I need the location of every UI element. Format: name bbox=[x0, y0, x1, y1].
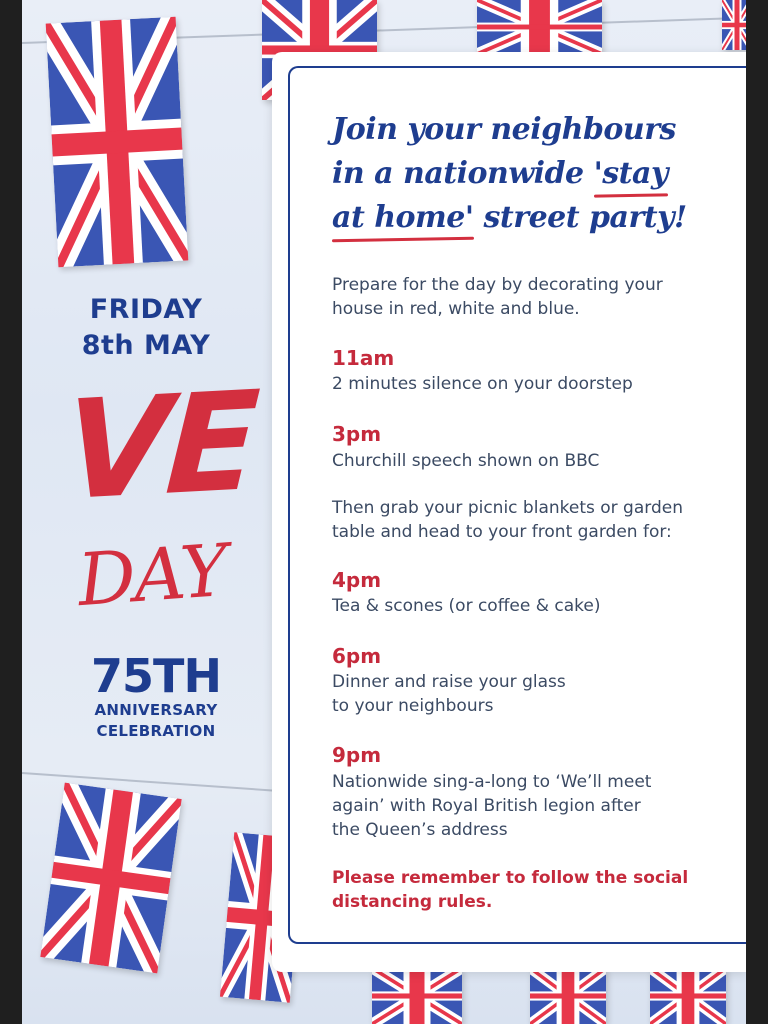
schedule-desc-line: to your neighbours bbox=[332, 696, 494, 716]
schedule-desc-line: the Queen’s address bbox=[332, 820, 508, 840]
headline-underlined-segment: at home' bbox=[332, 200, 474, 235]
event-date-day: 8th MAY bbox=[81, 330, 211, 361]
schedule-desc bbox=[332, 670, 732, 718]
intro-text bbox=[332, 273, 732, 321]
poster bbox=[22, 0, 746, 1024]
intro-line: Prepare for the day by decorating your bbox=[332, 275, 663, 295]
schedule-desc-line: Tea & scones (or coffee & cake) bbox=[332, 596, 601, 616]
warning-line: distancing rules. bbox=[332, 892, 493, 912]
schedule-time-4pm: 4pm bbox=[332, 568, 382, 592]
schedule-desc-line: again’ with Royal British legion after bbox=[332, 796, 641, 816]
schedule-desc-line: Churchill speech shown on BBC bbox=[332, 451, 600, 471]
event-date-weekday: FRIDAY bbox=[89, 294, 203, 325]
schedule-time-6pm: 6pm bbox=[332, 644, 382, 668]
anniversary-caption-line: CELEBRATION bbox=[96, 722, 216, 740]
schedule-desc bbox=[332, 594, 732, 618]
schedule-desc-line: Dinner and raise your glass bbox=[332, 672, 566, 692]
warning-line: Please remember to follow the social bbox=[332, 868, 689, 888]
middle-line: Then grab your picnic blankets or garden bbox=[332, 498, 683, 518]
union-jack-flag-icon bbox=[40, 783, 181, 974]
schedule-time-11am: 11am bbox=[332, 346, 395, 370]
headline bbox=[332, 108, 712, 240]
schedule-time-3pm: 3pm bbox=[332, 422, 382, 446]
ve-title: VE bbox=[60, 362, 260, 532]
union-jack-flag-icon bbox=[650, 968, 726, 1024]
union-jack-flag-icon bbox=[46, 17, 189, 267]
headline-segment: in a nationwide bbox=[332, 156, 594, 191]
schedule-desc-line: Nationwide sing-a-long to ‘We’ll meet bbox=[332, 772, 652, 792]
headline-underlined-segment: 'stay bbox=[593, 156, 668, 191]
headline-line bbox=[332, 152, 712, 196]
headline-line: Join your neighbours bbox=[332, 112, 676, 147]
schedule-time-9pm: 9pm bbox=[332, 743, 382, 767]
schedule-desc-line: 2 minutes silence on your doorstep bbox=[332, 374, 633, 394]
union-jack-flag-icon bbox=[477, 0, 602, 54]
union-jack-flag-icon bbox=[372, 968, 462, 1024]
union-jack-flag-icon bbox=[530, 968, 606, 1024]
schedule-desc bbox=[332, 770, 732, 842]
anniversary-number: 75TH bbox=[91, 649, 221, 703]
schedule-desc bbox=[332, 449, 732, 473]
event-date bbox=[52, 292, 240, 364]
intro-line: house in red, white and blue. bbox=[332, 299, 580, 319]
middle-line: table and head to your front garden for: bbox=[332, 522, 672, 542]
day-title: DAY bbox=[75, 527, 229, 623]
anniversary-caption-line: ANNIVERSARY bbox=[94, 701, 218, 719]
middle-text bbox=[332, 496, 732, 544]
union-jack-flag-icon bbox=[722, 0, 746, 50]
social-distancing-warning bbox=[332, 866, 732, 914]
anniversary-caption bbox=[66, 700, 246, 742]
schedule-desc bbox=[332, 372, 732, 396]
headline-segment: street party! bbox=[473, 200, 687, 235]
headline-line bbox=[332, 196, 712, 240]
